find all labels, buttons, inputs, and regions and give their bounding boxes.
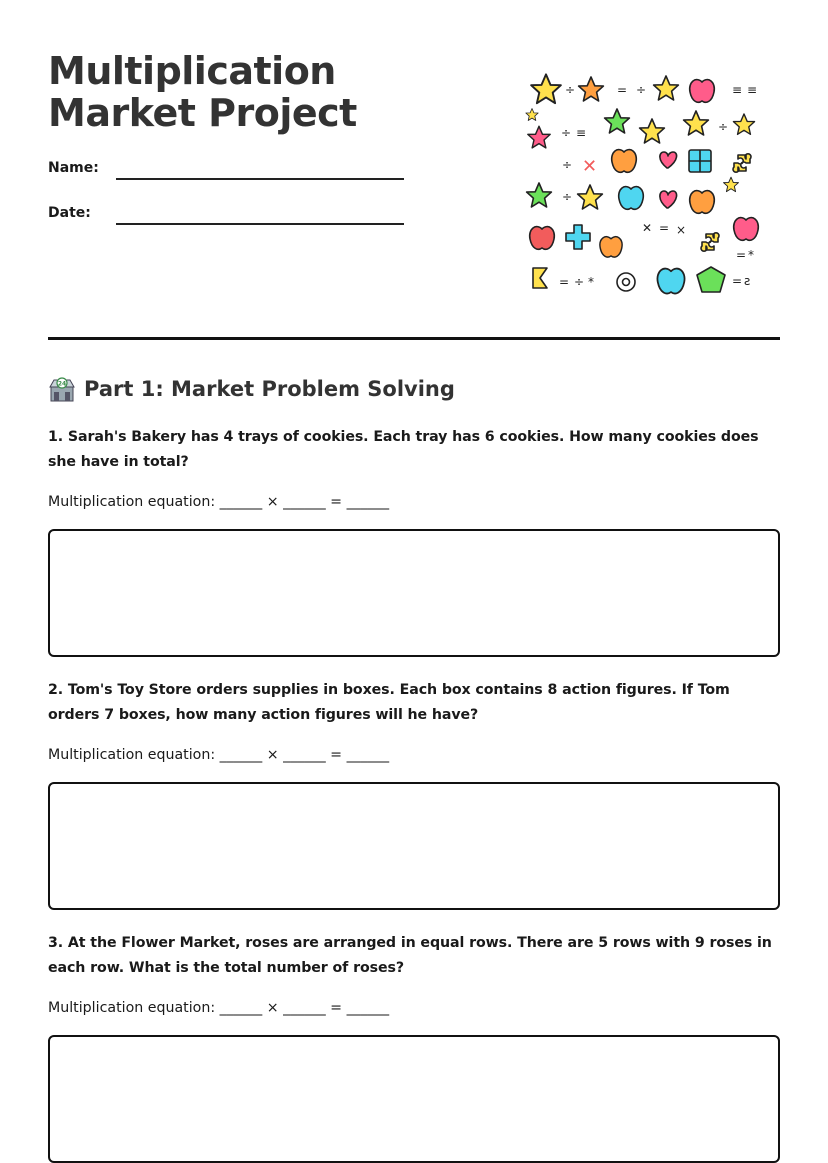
svg-text:24: 24	[57, 380, 67, 388]
window-icon	[689, 150, 711, 172]
star-icon	[527, 183, 552, 207]
puzzle-icon	[701, 233, 719, 251]
star-icon	[578, 185, 603, 209]
answer-box[interactable]	[48, 782, 780, 910]
equation-prompt: Multiplication equation: ______ × ______ = ______	[48, 494, 390, 510]
answer-box[interactable]	[48, 1035, 780, 1163]
question-text: 2. Tom's Toy Store orders supplies in boxes. Each box contains 8 action figures. If Tom orders 7 boxes, how many action figures will he have?	[48, 682, 730, 723]
star-icon	[733, 114, 754, 134]
date-line[interactable]	[116, 223, 404, 225]
star-icon	[531, 74, 561, 103]
header-divider	[48, 337, 780, 340]
svg-text:*: *	[588, 275, 594, 289]
star-icon	[684, 111, 709, 135]
star-icon	[579, 77, 604, 101]
question-text: 1. Sarah's Bakery has 4 trays of cookies. Each tray has 6 cookies. How many cookies does she have in total?	[48, 429, 759, 470]
pentagon-icon	[697, 267, 725, 292]
answer-box[interactable]	[48, 529, 780, 657]
apple-icon	[657, 269, 684, 294]
question-text: 3. At the Flower Market, roses are arranged in equal rows. There are 5 rows with 9 roses in each row. What is the total number of roses?	[48, 935, 772, 976]
page-title: Multiplication Market Project	[48, 49, 357, 135]
name-label: Name:	[48, 160, 99, 176]
plus-icon	[566, 225, 590, 249]
star-icon	[640, 119, 665, 143]
apple-icon	[530, 227, 555, 250]
star-icon	[605, 109, 630, 133]
heart-icon	[660, 191, 677, 208]
question-3	[48, 931, 780, 1163]
svg-text:=: =	[559, 275, 570, 289]
bookmark-icon	[533, 268, 547, 288]
apple-icon	[612, 150, 637, 173]
svg-text:≡: ≡	[576, 126, 587, 140]
svg-text:÷: ÷	[636, 83, 647, 97]
heart-icon	[660, 152, 677, 168]
svg-text:=: =	[736, 248, 747, 262]
apple-icon	[690, 80, 715, 103]
math-clipart	[524, 70, 764, 300]
star-icon	[654, 76, 679, 100]
svg-text:÷: ÷	[561, 126, 572, 140]
svg-text:÷: ÷	[574, 275, 585, 289]
svg-text:*: *	[748, 248, 754, 262]
store-icon	[48, 375, 76, 403]
svg-text:ƨ: ƨ	[744, 274, 751, 288]
section-title: Part 1: Market Problem Solving	[84, 377, 455, 401]
equation-prompt: Multiplication equation: ______ × ______ = ______	[48, 1000, 390, 1016]
name-field[interactable]	[48, 158, 408, 180]
flower-icon	[617, 273, 635, 291]
svg-text:≡: ≡	[732, 83, 743, 97]
name-line[interactable]	[116, 178, 404, 180]
svg-text:=: =	[659, 221, 670, 235]
star-icon	[528, 126, 550, 148]
star-icon	[526, 109, 538, 121]
question-1	[48, 425, 780, 657]
svg-text:✕: ✕	[582, 156, 598, 177]
apple-icon	[690, 191, 715, 214]
puzzle-icon	[733, 154, 751, 172]
date-label: Date:	[48, 205, 91, 221]
svg-text:÷: ÷	[562, 158, 573, 172]
apple-icon	[600, 237, 622, 257]
section-heading	[48, 374, 455, 404]
question-2	[48, 678, 780, 910]
svg-text:÷: ÷	[562, 190, 573, 204]
svg-text:≡: ≡	[747, 83, 758, 97]
star-icon	[724, 177, 739, 191]
svg-text:×: ×	[676, 223, 687, 237]
svg-text:=: =	[732, 274, 743, 288]
svg-text:÷: ÷	[565, 83, 576, 97]
equation-prompt: Multiplication equation: ______ × ______ = ______	[48, 747, 390, 763]
svg-text:=: =	[617, 83, 628, 97]
svg-text:÷: ÷	[718, 120, 729, 134]
date-field[interactable]	[48, 203, 408, 225]
apple-icon	[734, 218, 759, 241]
apple-icon	[619, 187, 644, 210]
svg-text:✕: ✕	[642, 221, 653, 235]
